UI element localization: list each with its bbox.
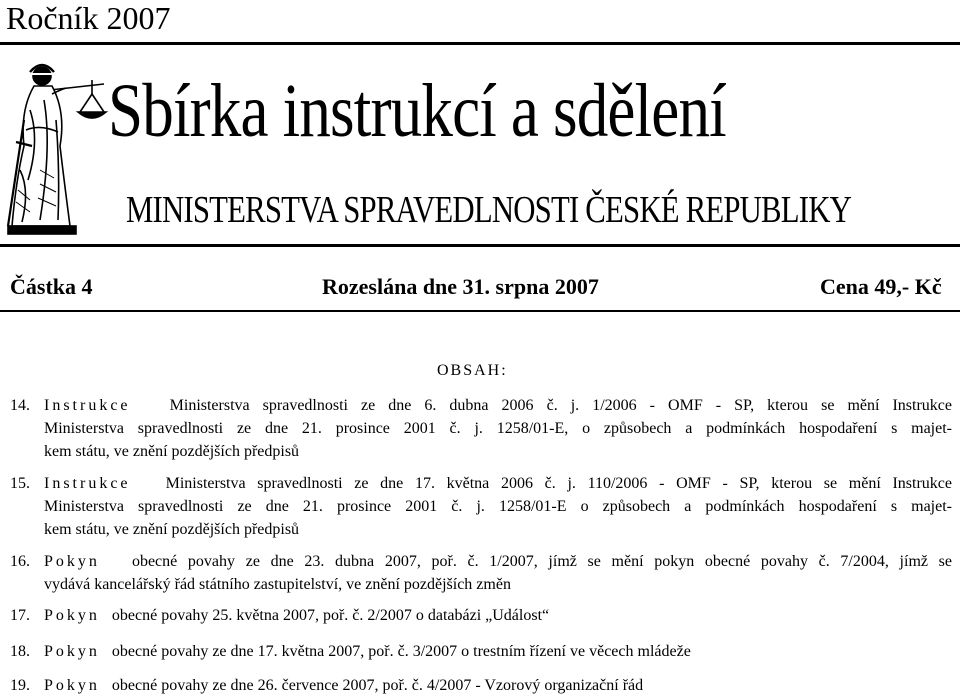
issue-date: Rozeslána dne 31. srpna 2007	[322, 274, 599, 299]
item-number: 17.	[10, 607, 30, 624]
item-type: Pokyn	[44, 677, 100, 694]
item-number: 16.	[10, 553, 30, 570]
issue-bar-rule	[0, 310, 960, 312]
volume-label: Ročník 2007	[6, 0, 171, 36]
item-line: kem státu, ve znění pozdějších předpisů	[44, 443, 300, 460]
item-type: Pokyn	[44, 553, 100, 570]
contents-heading: OBSAH:	[437, 362, 508, 379]
item-number: 14.	[10, 397, 30, 414]
item-line: vydává kancelářský řád státního zastupitelství, ve znění pozdějších změn	[44, 576, 511, 593]
item-type: Pokyn	[44, 643, 100, 660]
item-type: Instrukce	[44, 397, 131, 414]
item-line: obecné povahy ze dne 17. května 2007, poř. č. 3/2007 o trestním řízení ve věcech mládeže	[111, 643, 691, 660]
issue-part: Částka 4	[10, 274, 93, 299]
item-line: Ministerstva spravedlnosti ze dne 21. prosince 2001 č. j. 1258/01-E, o způsobech a podmínkách hospodaření s majet-	[44, 420, 952, 437]
item-line: Ministerstva spravedlnosti ze dne 21. prosince 2001 č. j. 1258/01-E o způsobech a podmínkách hospodaření s majet-	[44, 498, 952, 515]
item-number: 18.	[10, 643, 30, 660]
item-number: 19.	[10, 677, 30, 694]
item-line: Ministerstva spravedlnosti ze dne 6. dubna 2006 č. j. 1/2006 - OMF - SP, kterou se mění Instrukce	[169, 397, 953, 414]
middle-rule	[0, 244, 960, 247]
publication-title: Sbírka instrukcí a sdělení	[108, 69, 726, 153]
top-rule	[0, 42, 960, 45]
item-line: obecné povahy ze dne 23. dubna 2007, poř. č. 1/2007, jímž se mění pokyn obecné povahy č. 7/2004, jímž se	[131, 553, 953, 570]
issue-price: Cena 49,- Kč	[820, 274, 942, 299]
item-type: Pokyn	[44, 607, 100, 624]
item-type: Instrukce	[44, 475, 131, 492]
item-number: 15.	[10, 475, 30, 492]
justice-emblem-icon	[0, 50, 112, 236]
item-line: kem státu, ve znění pozdějších předpisů	[44, 521, 300, 538]
ministry-name: MINISTERSTVA SPRAVEDLNOSTI ČESKÉ REPUBLIKY	[126, 189, 852, 231]
item-line: Ministerstva spravedlnosti ze dne 17. května 2006 č. j. 110/2006 - OMF - SP, kterou se mění Instrukce	[165, 475, 953, 492]
item-line: obecné povahy ze dne 26. července 2007, poř. č. 4/2007 - Vzorový organizační řád	[111, 677, 644, 694]
item-line: obecné povahy 25. května 2007, poř. č. 2/2007 o databázi „Událost“	[111, 607, 550, 624]
